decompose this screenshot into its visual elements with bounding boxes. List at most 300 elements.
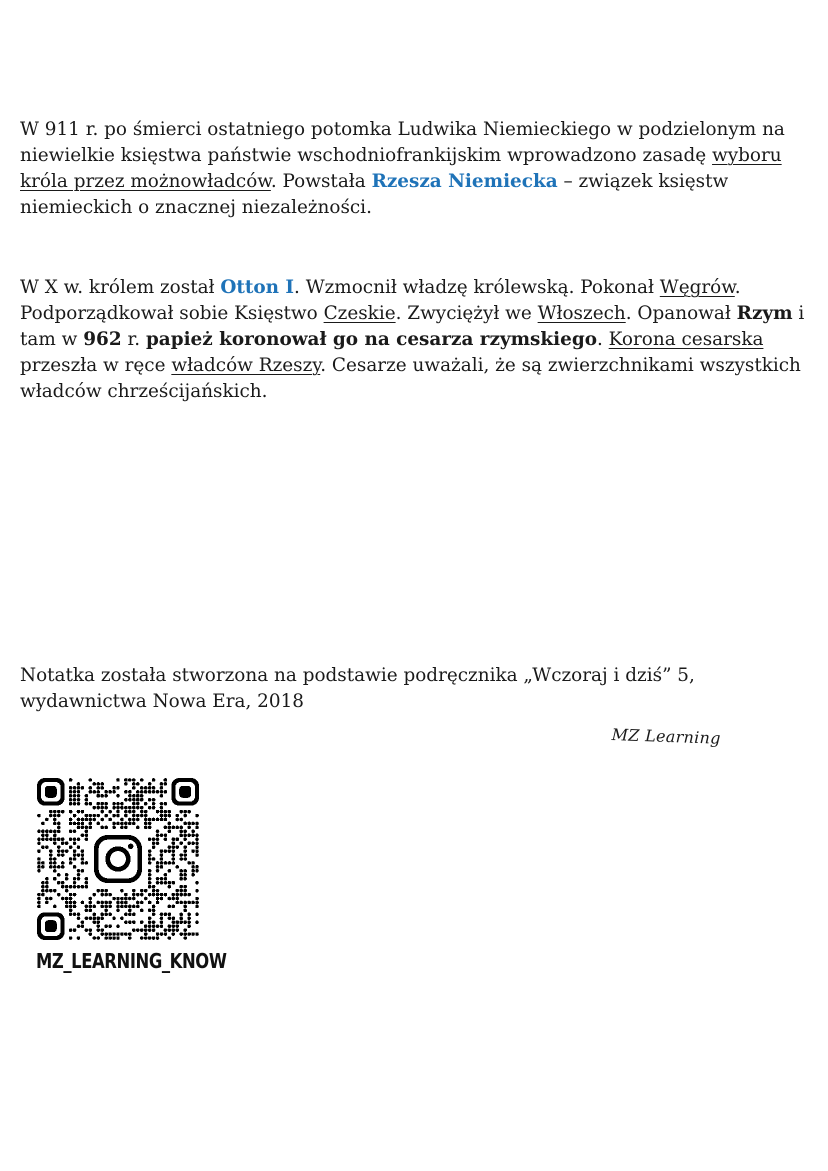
qr-module: [160, 881, 164, 885]
qr-module: [81, 857, 85, 861]
qr-module: [152, 909, 156, 913]
qr-module: [53, 869, 57, 873]
qr-module: [104, 826, 108, 830]
source-note: Notatka została stworzona na podstawie podręcznika „Wczoraj i dziś” 5, wydawnictwa Nowa Era, 2018: [20, 665, 695, 712]
qr-module: [41, 822, 45, 826]
qr-module: [156, 869, 160, 873]
qr-module: [85, 818, 89, 822]
qr-module: [85, 814, 89, 818]
qr-module: [152, 778, 156, 782]
qr-module: [195, 865, 199, 869]
qr-module: [100, 905, 104, 909]
qr-module: [124, 905, 128, 909]
qr-module: [89, 822, 93, 826]
qr-module: [128, 913, 132, 917]
qr-module: [148, 916, 152, 920]
qr-module: [116, 901, 120, 905]
qr-module: [148, 873, 152, 877]
qr-module: [124, 893, 128, 897]
qr-module: [179, 916, 183, 920]
qr-module: [77, 877, 81, 881]
qr-module: [160, 790, 164, 794]
qr-module: [77, 885, 81, 889]
qr-module: [183, 830, 187, 834]
qr-module: [152, 924, 156, 928]
qr-module: [41, 837, 45, 841]
qr-module: [45, 897, 49, 901]
qr-module: [124, 790, 128, 794]
qr-module: [168, 913, 172, 917]
qr-module: [77, 818, 81, 822]
qr-module: [45, 837, 49, 841]
qr-module: [124, 810, 128, 814]
qr-module: [85, 834, 89, 838]
qr-module: [89, 790, 93, 794]
qr-module: [195, 932, 199, 936]
qr-module: [144, 889, 148, 893]
qr-module: [160, 865, 164, 869]
qr-module: [73, 928, 77, 932]
text: . Cesarze uważali, że są zwierzchnikami wszystkich władców chrześcijańskich.: [20, 355, 801, 402]
text: – związek księstw niemieckich o znacznej niezależności.: [20, 171, 729, 218]
qr-module: [179, 869, 183, 873]
qr-module: [112, 814, 116, 818]
qr-module: [191, 830, 195, 834]
qr-module: [156, 830, 160, 834]
qr-module: [128, 806, 132, 810]
qr-module: [85, 885, 89, 889]
qr-module: [89, 778, 93, 782]
bold-term: papież koronował go na cesarza rzymskiego: [145, 329, 597, 350]
qr-module: [77, 873, 81, 877]
qr-module: [69, 818, 73, 822]
qr-module: [61, 810, 65, 814]
qr-module: [164, 877, 168, 881]
qr-module: [41, 885, 45, 889]
qr-module: [37, 897, 41, 901]
qr-module: [183, 928, 187, 932]
qr-module: [195, 905, 199, 909]
qr-module: [136, 901, 140, 905]
qr-module: [136, 826, 140, 830]
qr-module: [144, 826, 148, 830]
qr-module: [69, 790, 73, 794]
qr-module: [57, 830, 61, 834]
signature: MZ Learning: [611, 725, 722, 748]
qr-module: [152, 798, 156, 802]
qr-module: [175, 928, 179, 932]
qr-module: [156, 810, 160, 814]
qr-module: [144, 936, 148, 940]
qr-module: [116, 806, 120, 810]
qr-module: [195, 837, 199, 841]
qr-module: [183, 810, 187, 814]
qr-module: [37, 905, 41, 909]
qr-module: [183, 885, 187, 889]
qr-module: [120, 916, 124, 920]
text: . Powstała: [270, 171, 372, 192]
qr-module: [69, 857, 73, 861]
qr-module: [183, 893, 187, 897]
qr-module: [69, 802, 73, 806]
qr-module: [93, 920, 97, 924]
qr-module: [53, 905, 57, 909]
qr-module: [73, 830, 77, 834]
qr-module: [172, 861, 176, 865]
qr-module: [57, 849, 61, 853]
text: przeszła w ręce: [20, 355, 172, 376]
qr-module: [148, 881, 152, 885]
qr-module: [73, 798, 77, 802]
qr-module: [172, 841, 176, 845]
qr-module: [69, 936, 73, 940]
qr-module: [49, 861, 53, 865]
qr-module: [195, 849, 199, 853]
qr-module: [148, 909, 152, 913]
qr-module: [148, 853, 152, 857]
qr-module: [152, 928, 156, 932]
qr-module: [65, 841, 69, 845]
qr-module: [179, 920, 183, 924]
qr-module: [132, 913, 136, 917]
qr-module: [100, 889, 104, 893]
qr-module: [69, 905, 73, 909]
qr-module: [53, 889, 57, 893]
qr-module: [73, 901, 77, 905]
qr-module: [140, 920, 144, 924]
qr-module: [77, 786, 81, 790]
qr-module: [41, 889, 45, 893]
qr-module: [128, 936, 132, 940]
qr-module: [120, 901, 124, 905]
qr-module: [73, 849, 77, 853]
qr-module: [156, 818, 160, 822]
text: . Podporządkował sobie Księstwo: [20, 277, 741, 324]
qr-module: [187, 822, 191, 826]
qr-module: [156, 901, 160, 905]
qr-module: [140, 814, 144, 818]
qr-module: [124, 901, 128, 905]
qr-module: [73, 814, 77, 818]
qr-module: [81, 818, 85, 822]
qr-module: [136, 928, 140, 932]
qr-module: [85, 826, 89, 830]
qr-module: [172, 845, 176, 849]
qr-module: [81, 822, 85, 826]
qr-module: [120, 802, 124, 806]
qr-module: [85, 802, 89, 806]
qr-module: [132, 928, 136, 932]
qr-module: [100, 913, 104, 917]
qr-module: [152, 936, 156, 940]
qr-module: [132, 822, 136, 826]
qr-module: [183, 837, 187, 841]
qr-module: [77, 916, 81, 920]
qr-module: [160, 806, 164, 810]
qr-module: [96, 790, 100, 794]
qr-module: [156, 861, 160, 865]
qr-module: [187, 913, 191, 917]
qr-module: [152, 806, 156, 810]
qr-module: [144, 786, 148, 790]
text: r.: [121, 329, 146, 350]
qr-module: [53, 841, 57, 845]
qr-module: [89, 932, 93, 936]
qr-module: [116, 794, 120, 798]
qr-module: [112, 822, 116, 826]
qr-module: [132, 802, 136, 806]
qr-module: [116, 909, 120, 913]
qr-module: [41, 893, 45, 897]
qr-module: [61, 837, 65, 841]
qr-module: [140, 936, 144, 940]
qr-module: [160, 897, 164, 901]
qr-module: [195, 920, 199, 924]
qr-module: [81, 810, 85, 814]
qr-module: [195, 822, 199, 826]
instagram-handle: MZ_LEARNING_KNOW: [36, 949, 227, 973]
qr-module: [69, 810, 73, 814]
qr-module: [49, 830, 53, 834]
qr-module: [81, 853, 85, 857]
qr-module: [140, 928, 144, 932]
qr-module: [116, 932, 120, 936]
qr-module: [81, 885, 85, 889]
qr-module: [164, 782, 168, 786]
qr-module: [69, 798, 73, 802]
qr-module: [172, 920, 176, 924]
qr-module: [172, 916, 176, 920]
qr-module: [104, 893, 108, 897]
qr-module: [152, 893, 156, 897]
qr-module: [104, 790, 108, 794]
qr-module: [77, 869, 81, 873]
qr-module: [96, 786, 100, 790]
qr-module: [195, 841, 199, 845]
qr-module: [37, 861, 41, 865]
qr-module: [144, 932, 148, 936]
qr-module: [191, 869, 195, 873]
qr-module: [77, 826, 81, 830]
qr-module: [164, 834, 168, 838]
qr-module: [104, 814, 108, 818]
qr-module: [108, 936, 112, 940]
qr-module: [108, 818, 112, 822]
qr-module: [124, 913, 128, 917]
qr-module: [172, 932, 176, 936]
qr-module: [156, 889, 160, 893]
qr-module: [140, 893, 144, 897]
qr-module: [73, 837, 77, 841]
qr-module: [104, 932, 108, 936]
qr-module: [187, 924, 191, 928]
qr-module: [81, 861, 85, 865]
qr-module: [164, 818, 168, 822]
qr-module: [100, 794, 104, 798]
qr-module: [100, 826, 104, 830]
qr-module: [164, 861, 168, 865]
qr-module: [73, 881, 77, 885]
qr-module: [179, 834, 183, 838]
qr-module: [81, 920, 85, 924]
qr-module: [191, 901, 195, 905]
qr-module: [195, 834, 199, 838]
qr-module: [148, 822, 152, 826]
highlighted-term: Rzesza Niemiecka: [371, 171, 558, 192]
qr-module: [124, 806, 128, 810]
text: . Opanował: [625, 303, 737, 324]
qr-module: [160, 853, 164, 857]
qr-module: [187, 826, 191, 830]
qr-module: [100, 806, 104, 810]
qr-module: [81, 869, 85, 873]
qr-module: [172, 897, 176, 901]
qr-module: [175, 865, 179, 869]
qr-module: [81, 849, 85, 853]
qr-module: [69, 822, 73, 826]
qr-module: [65, 889, 69, 893]
qr-module: [148, 920, 152, 924]
qr-module: [136, 790, 140, 794]
qr-module: [164, 932, 168, 936]
qr-module: [140, 786, 144, 790]
qr-module: [61, 897, 65, 901]
qr-module: [191, 861, 195, 865]
qr-module: [175, 897, 179, 901]
bold-term: 962: [83, 329, 122, 350]
qr-module: [160, 920, 164, 924]
qr-module: [77, 913, 81, 917]
qr-module: [160, 814, 164, 818]
qr-module: [144, 790, 148, 794]
qr-module: [49, 889, 53, 893]
qr-module: [104, 802, 108, 806]
qr-module: [37, 814, 41, 818]
qr-module: [61, 881, 65, 885]
qr-module: [69, 928, 73, 932]
qr-module: [172, 893, 176, 897]
qr-module: [96, 924, 100, 928]
qr-module: [195, 881, 199, 885]
qr-module: [53, 877, 57, 881]
qr-module: [128, 920, 132, 924]
qr-module: [89, 916, 93, 920]
qr-module: [89, 897, 93, 901]
qr-module: [168, 897, 172, 901]
qr-code[interactable]: [37, 778, 199, 940]
qr-module: [45, 877, 49, 881]
qr-module: [168, 869, 172, 873]
qr-module: [187, 841, 191, 845]
qr-module: [140, 889, 144, 893]
qr-module: [179, 810, 183, 814]
qr-module: [116, 786, 120, 790]
qr-module: [183, 909, 187, 913]
qr-module: [132, 794, 136, 798]
qr-module: [124, 778, 128, 782]
qr-module: [53, 861, 57, 865]
qr-module: [49, 865, 53, 869]
qr-module: [183, 901, 187, 905]
qr-module: [144, 814, 148, 818]
qr-module: [49, 853, 53, 857]
qr-module: [96, 794, 100, 798]
qr-module: [108, 932, 112, 936]
qr-module: [93, 806, 97, 810]
qr-module: [96, 928, 100, 932]
qr-module: [152, 857, 156, 861]
qr-module: [65, 849, 69, 853]
qr-module: [172, 857, 176, 861]
qr-module: [61, 849, 65, 853]
qr-module: [85, 837, 89, 841]
qr-module: [187, 916, 191, 920]
qr-module: [195, 826, 199, 830]
qr-module: [57, 837, 61, 841]
qr-module: [93, 818, 97, 822]
qr-module: [156, 841, 160, 845]
qr-module: [152, 885, 156, 889]
qr-module: [69, 794, 73, 798]
qr-module: [96, 916, 100, 920]
qr-module: [69, 901, 73, 905]
qr-module: [160, 782, 164, 786]
qr-module: [152, 837, 156, 841]
qr-module: [100, 782, 104, 786]
qr-module: [104, 909, 108, 913]
qr-module: [187, 834, 191, 838]
qr-module: [77, 790, 81, 794]
qr-module: [85, 861, 89, 865]
qr-module: [85, 881, 89, 885]
qr-module: [136, 798, 140, 802]
qr-module: [195, 901, 199, 905]
qr-module: [53, 865, 57, 869]
qr-module: [81, 924, 85, 928]
qr-module: [179, 889, 183, 893]
qr-module: [73, 905, 77, 909]
qr-module: [61, 865, 65, 869]
qr-module: [128, 897, 132, 901]
qr-module: [65, 877, 69, 881]
qr-module: [112, 826, 116, 830]
qr-module: [187, 861, 191, 865]
qr-module: [96, 889, 100, 893]
qr-module: [168, 810, 172, 814]
qr-module: [104, 936, 108, 940]
qr-module: [168, 826, 172, 830]
qr-module: [81, 901, 85, 905]
qr-module: [164, 810, 168, 814]
qr-module: [132, 786, 136, 790]
qr-module: [160, 913, 164, 917]
qr-module: [37, 857, 41, 861]
qr-module: [195, 853, 199, 857]
qr-module: [57, 865, 61, 869]
qr-module: [116, 897, 120, 901]
qr-module: [73, 802, 77, 806]
qr-module: [187, 920, 191, 924]
qr-module: [41, 845, 45, 849]
qr-module: [81, 786, 85, 790]
qr-module: [57, 810, 61, 814]
qr-module: [148, 837, 152, 841]
qr-module: [132, 810, 136, 814]
qr-module: [100, 810, 104, 814]
qr-module: [45, 818, 49, 822]
qr-module: [73, 893, 77, 897]
qr-module: [49, 837, 53, 841]
